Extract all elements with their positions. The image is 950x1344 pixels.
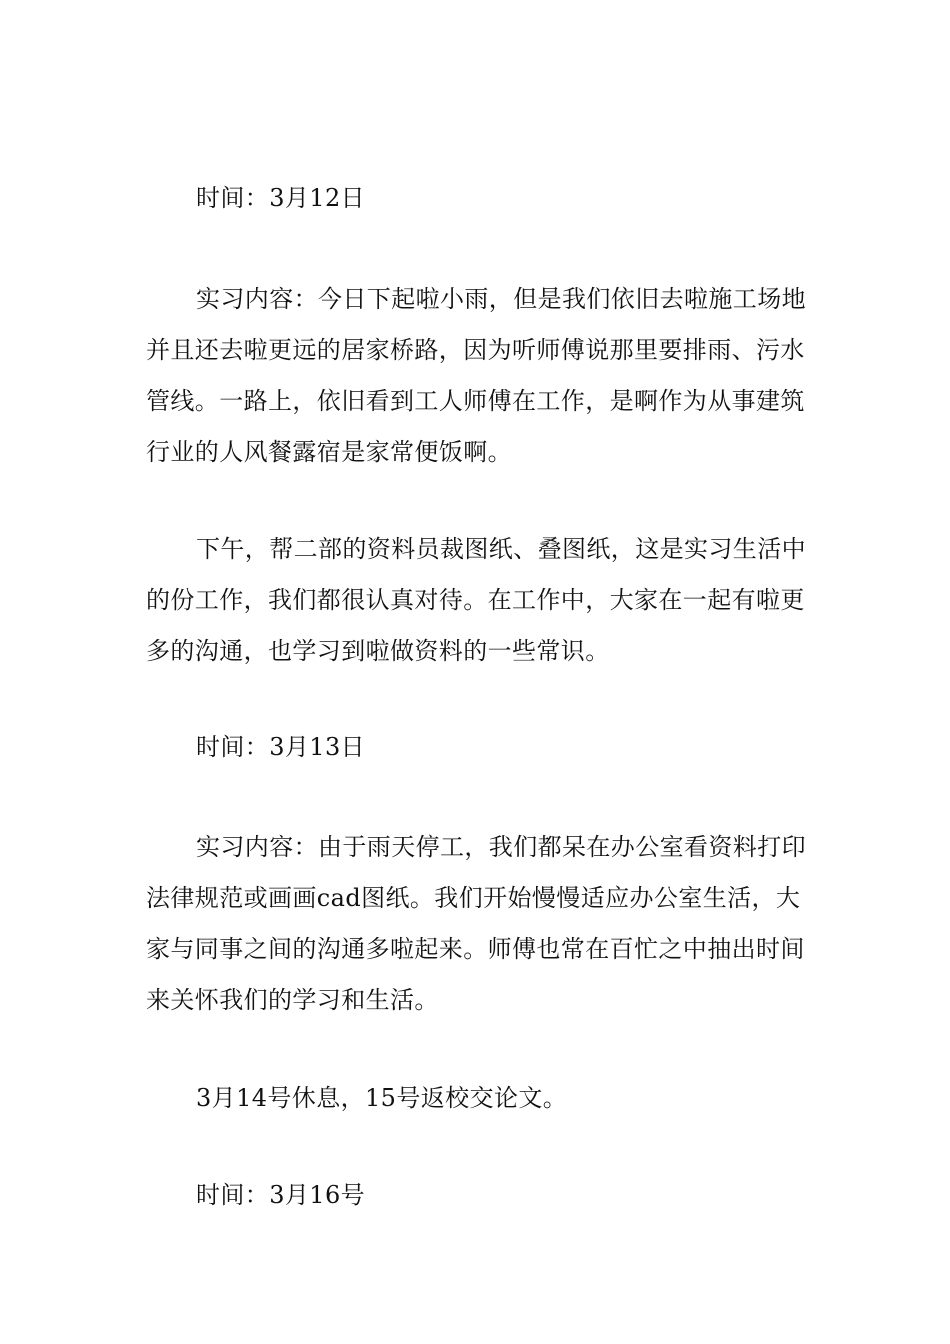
rest-day-note: 3月14号休息，15号返校交论文。 <box>196 1084 568 1112</box>
internship-content-paragraph: 实习内容：今日下起啦小雨，但是我们依旧去啦施工场地并且还去啦更远的居家桥路，因为听师傅说那里要排雨、污水管线。一路上，依旧看到工人师傅在工作，是啊作为从事建筑行业的人风餐露宿是家常便饭啊。 <box>146 285 806 466</box>
date-heading-mar-12: 时间：3月12日 <box>196 184 366 212</box>
afternoon-paragraph: 下午，帮二部的资料员裁图纸、叠图纸，这是实习生活中的份工作，我们都很认真对待。在工作中，大家在一起有啦更多的沟通，也学习到啦做资料的一些常识。 <box>146 535 806 665</box>
date-heading-mar-13: 时间：3月13日 <box>196 733 366 761</box>
date-heading-mar-16: 时间：3月16号 <box>196 1181 366 1209</box>
internship-content-paragraph: 实习内容：由于雨天停工，我们都呆在办公室看资料打印法律规范或画画cad图纸。我们开始慢慢适应办公室生活，大家与同事之间的沟通多啦起来。师傅也常在百忙之中抽出时间来关怀我们的学习和生活。 <box>146 833 806 1014</box>
